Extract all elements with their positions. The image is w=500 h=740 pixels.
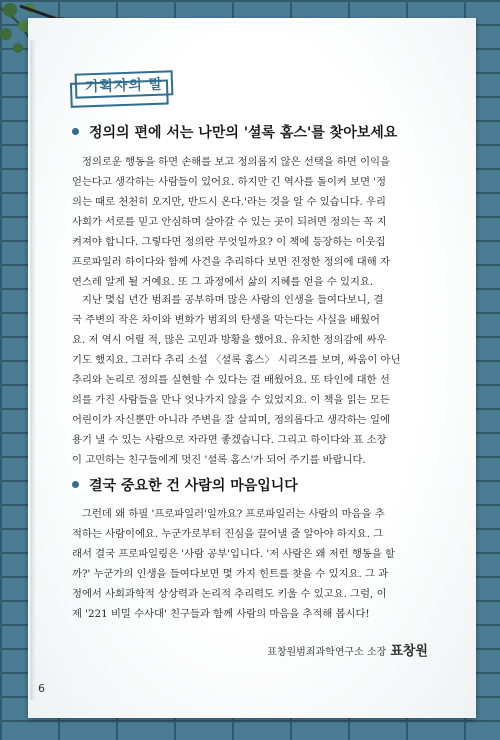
planner-note-label-text: 기획자의 말 [84,76,164,95]
planner-note-label [75,70,174,98]
paragraph-1 [72,152,428,292]
author-affiliation: 표창원범죄과학연구소 소장 [267,647,387,658]
paragraph-line: 정의로운 행동을 하면 손해를 보고 정의롭지 않은 선택을 하면 이익을 [82,156,390,168]
paragraph-line: 어린이가 자신뿐만 아니라 주변을 잘 살피며, 정의롭다고 생각하는 일에 [72,414,390,426]
paragraph-line: 요. 저 역시 어릴 적, 많은 고민과 방황을 했어요. 유치한 정의감에 싸우 [72,334,387,346]
paper-edge-shadow [30,40,36,700]
paragraph-2 [72,290,428,470]
paragraph-line: 정에서 사회과학적 상상력과 논리적 추리력도 키울 수 있고요. 그럼, 이 [72,588,387,600]
bullet-dot-icon [72,481,79,488]
paragraph-3 [72,504,428,624]
bullet-dot-icon [72,128,79,135]
paragraph-line: 사회가 서로를 믿고 안심하며 살아갈 수 있는 곳이 되려면 정의는 꼭 지 [72,216,387,228]
paragraph-line: 의를 가진 사람들을 만나 엇나가지 않을 수 있었지요. 이 책을 읽는 모든 [72,394,390,406]
paragraph-line: 기도 했지요. 그러다 추리 소설 〈셜록 홈스〉 시리즈를 보며, 싸움이 아닌 [72,354,401,366]
paragraph-line: 이 고민하는 친구들에게 멋진 '셜록 홈스'가 되어 주기를 바랍니다. [72,454,366,466]
paragraph-line: 까?' 누군가의 인생을 들여다보면 몇 가지 힌트를 찾을 수 있지요. 그 과 [72,568,389,580]
paragraph-line: 지난 몇십 년간 범죄를 공부하며 많은 사람의 인생을 들여다보니, 결 [82,294,384,306]
paragraph-line: 얻는다고 생각하는 사람들이 있어요. 하지만 긴 역사를 돌이켜 보면 '정 [72,176,387,188]
section-heading-2 [72,475,298,495]
page-number: 6 [38,682,45,695]
paragraph-line: 프로파일러 하이다와 함께 사건을 추리하다 보면 진정한 정의에 대해 자 [72,256,390,268]
paragraph-line: 제 '221 비밀 수사대' 친구들과 함께 사람의 마음을 추적해 봅시다! [72,608,370,620]
paragraph-line: 의는 때로 천천히 오지만, 반드시 온다.'라는 것을 알 수 있습니다. 우리 [72,196,386,208]
author-name: 표창원 [390,644,428,659]
author-signature [267,640,428,659]
section-heading-1 [72,122,397,142]
section-heading-2-text: 결국 중요한 건 사람의 마음입니다 [89,478,298,494]
paragraph-line: 연스레 알게 될 거예요. 또 그 과정에서 삶의 지혜를 얻을 수 있지요. [72,276,374,288]
section-heading-1-text: 정의의 편에 서는 나만의 '셜록 홈스'를 찾아보세요 [89,125,398,141]
paragraph-line: 용기 낼 수 있는 사람으로 자라면 좋겠습니다. 그리고 하이다와 표 소장 [72,434,387,446]
paragraph-line: 래서 결국 프로파일링은 '사람 공부'입니다. '저 사람은 왜 저런 행동을 할 [72,548,396,560]
paragraph-line: 추리와 논리로 정의를 실현할 수 있다는 걸 배웠어요. 또 타인에 대한 선 [72,374,390,386]
paragraph-line: 국 주변의 작은 차이와 변화가 범죄의 탄생을 막는다는 사실을 배웠어 [72,314,380,326]
paragraph-line: 그런데 왜 하필 '프로파일러'일까요? 프로파일러는 사람의 마음을 추 [82,508,385,520]
paragraph-line: 켜져야 합니다. 그렇다면 정의란 무엇일까요? 이 책에 등장하는 이웃집 [72,236,386,248]
paragraph-line: 적하는 사람이에요. 누군가로부터 진심을 끌어낼 줄 알아야 하지요. 그 [72,528,384,540]
